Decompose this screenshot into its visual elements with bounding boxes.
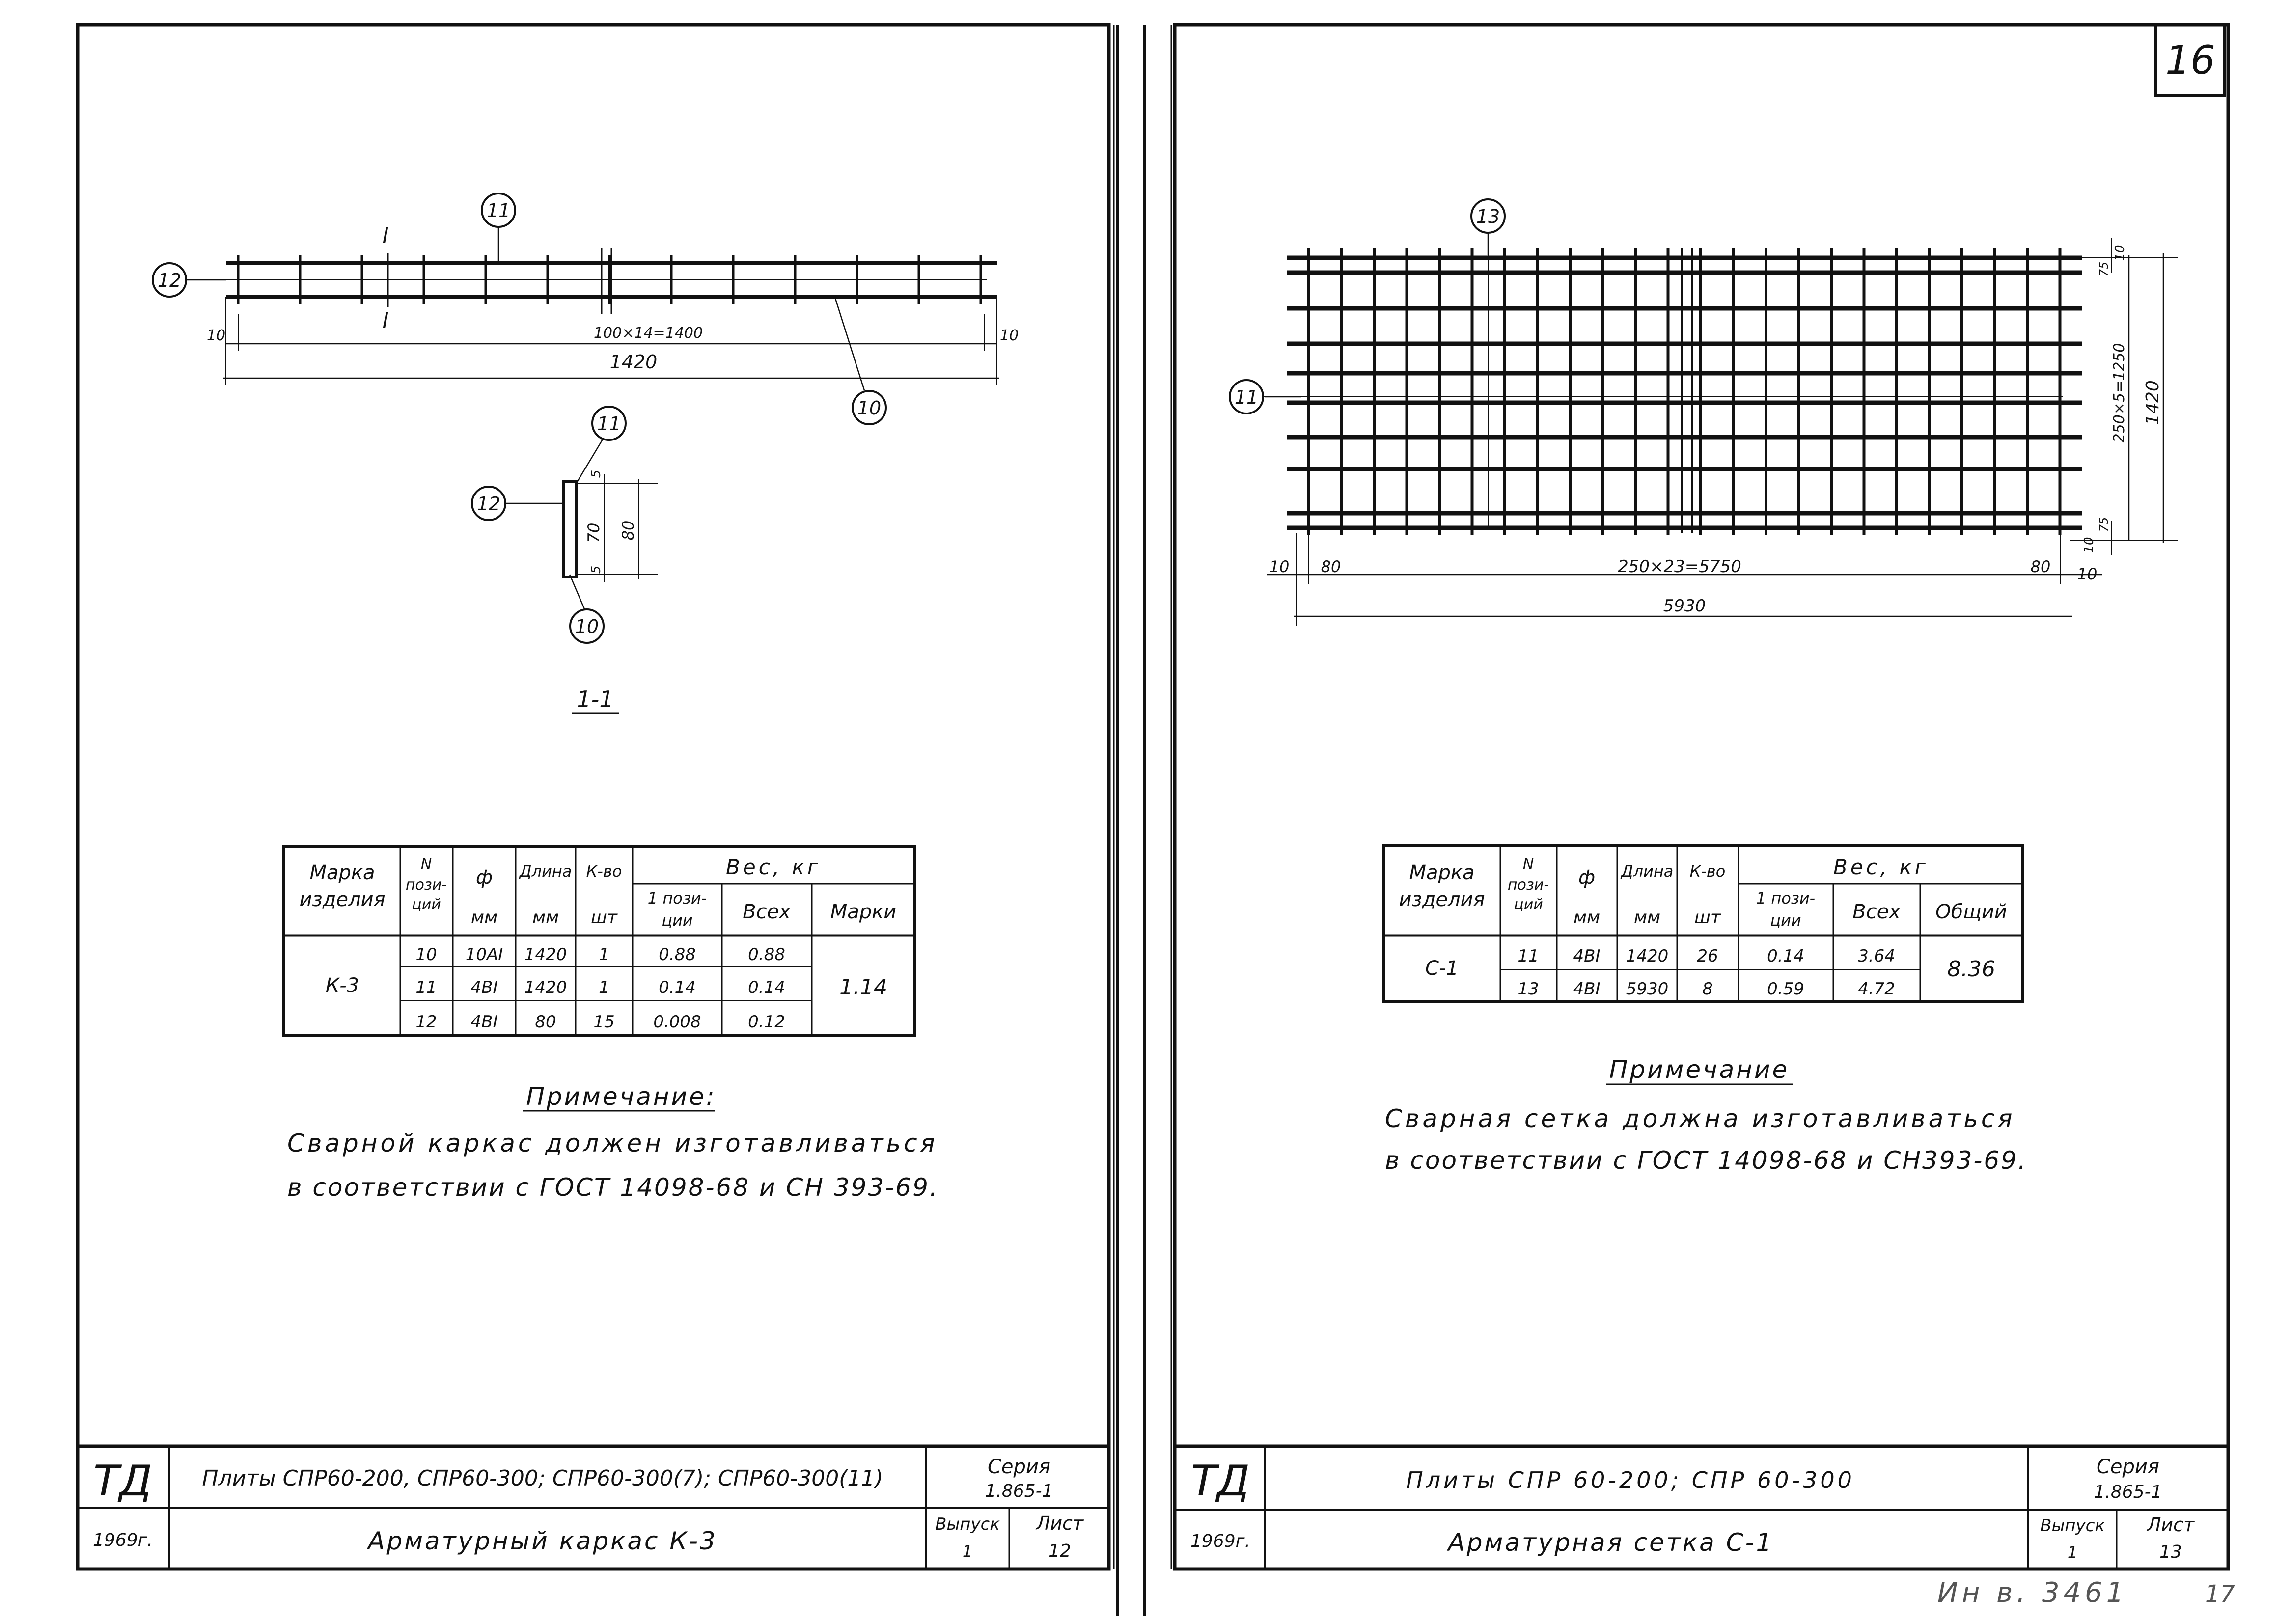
section-mark-top: I — [382, 223, 389, 248]
th-w-all: Всех — [743, 901, 791, 923]
mesh-dim-overhang-left: 80 — [1321, 557, 1341, 576]
sheet-label: Лист — [1036, 1513, 1084, 1534]
th-weight: Вес, кг — [726, 855, 821, 879]
note-line-1: Сварной каркас должен изготавливаться — [287, 1129, 938, 1157]
th-w1-2: ции — [1770, 911, 1801, 930]
mesh-dim-vert-total: 1420 — [2143, 380, 2163, 425]
sheet-label: Лист — [2147, 1514, 2195, 1536]
titleblock-logo: ТД — [93, 1457, 152, 1506]
left-frame-callouts — [153, 193, 1019, 713]
cell-total: 1.14 — [839, 975, 887, 1000]
dim-inner: 100×14=1400 — [593, 325, 703, 342]
table-cell-qty: 15 — [593, 1012, 615, 1032]
section-dim-total: 80 — [619, 520, 637, 541]
th-mark-1: Марка — [1409, 861, 1475, 884]
series-value: 1.865-1 — [2094, 1482, 2162, 1502]
dim-edge-left: 10 — [206, 327, 226, 344]
right-note — [1385, 1055, 2027, 1175]
th-dia-2: мм — [1573, 908, 1601, 928]
table-cell-dia: 4ВI — [1573, 979, 1601, 999]
section-callout-11: 11 — [597, 413, 621, 435]
mesh-dim-overhang-right: 80 — [2030, 557, 2051, 576]
series-label: Серия — [2097, 1456, 2159, 1478]
series-value: 1.865-1 — [985, 1481, 1053, 1501]
table-cell-qty: 1 — [599, 978, 609, 997]
table-cell-wall: 0.88 — [748, 945, 785, 964]
th-dia-1: ф — [475, 866, 493, 889]
table-cell-length: 1420 — [524, 978, 567, 997]
cell-mark: С-1 — [1425, 957, 1459, 980]
table-cell-pos: 11 — [415, 978, 437, 997]
th-mark-2: изделия — [1399, 888, 1485, 911]
th-w-all: Всех — [1852, 901, 1901, 923]
table-cell-w1: 0.14 — [659, 978, 696, 997]
table-cell-pos: 11 — [1518, 946, 1539, 966]
issue-label: Выпуск — [935, 1514, 1000, 1534]
left-spec-table — [284, 846, 915, 1035]
th-qty-1: К-во — [586, 862, 622, 881]
table-cell-pos: 10 — [415, 945, 437, 964]
table-cell-qty: 8 — [1702, 979, 1713, 999]
note-title: Примечание: — [526, 1082, 717, 1111]
titleblock-subtitle: Арматурная сетка С-1 — [1448, 1528, 1774, 1557]
table-cell-pos: 12 — [415, 1012, 437, 1032]
table-cell-w1: 0.008 — [653, 1012, 701, 1032]
mesh-dim-vert-edge-top: 10 — [2113, 245, 2127, 261]
mesh-dim-inner: 250×23=5750 — [1618, 557, 1741, 577]
left-note — [287, 1082, 939, 1202]
sheet-number: 16 — [2165, 37, 2215, 83]
titleblock-subtitle: Арматурный каркас К-3 — [368, 1527, 718, 1555]
section-callout-10: 10 — [575, 616, 599, 637]
callout-11: 11 — [486, 200, 511, 221]
th-pos-3: ций — [1514, 896, 1543, 913]
titleblock-logo: ТД — [1191, 1457, 1250, 1506]
th-length-1: Длина — [519, 862, 572, 881]
th-w1-1: 1 пози- — [1756, 889, 1816, 908]
sheet-value: 12 — [1049, 1541, 1071, 1561]
table-cell-dia: 4ВI — [1573, 946, 1601, 966]
titleblock-title: Плиты СПР60-200, СПР60-300; СПР60-300(7); СПР60-300(11) — [202, 1466, 883, 1491]
right-mesh-callouts — [1230, 199, 2163, 616]
section-dim-inner: 70 — [584, 523, 603, 543]
dim-edge-right: 10 — [999, 327, 1019, 344]
inventory-number: Ин в. 3461 — [1937, 1577, 2128, 1609]
right-spec-table — [1384, 846, 2022, 1002]
cell-mark: К-3 — [325, 974, 359, 997]
table-cell-dia: 4ВI — [470, 1012, 498, 1032]
callout-10: 10 — [857, 397, 882, 419]
section-title: 1-1 — [577, 686, 614, 713]
sheet-value: 13 — [2159, 1542, 2182, 1562]
th-w-mark: Марки — [830, 901, 897, 923]
th-qty-1: К-во — [1689, 862, 1726, 881]
th-mark-2: изделия — [299, 888, 386, 911]
table-cell-length: 80 — [535, 1012, 556, 1032]
table-cell-wall: 0.12 — [748, 1012, 785, 1032]
issue-label: Выпуск — [2040, 1516, 2105, 1536]
table-cell-w1: 0.88 — [659, 945, 696, 964]
inventory-stamp — [1937, 1577, 2236, 1609]
table-cell-qty: 26 — [1697, 946, 1718, 966]
th-w-total: Общий — [1935, 901, 2007, 923]
th-pos-1: N — [1522, 856, 1534, 873]
table-cell-wall: 0.14 — [748, 978, 785, 997]
note-line-2: в соответствии с ГОСТ 14098-68 и СН 393-69. — [287, 1173, 939, 1202]
table-cell-length: 1420 — [524, 945, 567, 964]
table-cell-w1: 0.59 — [1767, 979, 1804, 999]
inventory-extra: 17 — [2205, 1580, 2236, 1608]
issue-value: 1 — [2067, 1543, 2078, 1562]
series-label: Серия — [988, 1456, 1050, 1478]
callout-12: 12 — [157, 270, 182, 291]
table-cell-wall: 4.72 — [1858, 979, 1895, 999]
th-pos-3: ций — [412, 896, 441, 913]
note-line-2: в соответствии с ГОСТ 14098-68 и СН393-69. — [1385, 1146, 2027, 1175]
th-pos-1: N — [420, 856, 432, 873]
th-mark-1: Марка — [309, 861, 375, 884]
callout-13: 13 — [1476, 206, 1500, 227]
th-pos-2: пози- — [405, 877, 447, 894]
table-cell-qty: 1 — [599, 945, 609, 964]
titleblock-year: 1969г. — [93, 1530, 153, 1550]
callout-11: 11 — [1234, 386, 1259, 408]
titleblock-year: 1969г. — [1190, 1531, 1250, 1551]
note-title: Примечание — [1609, 1055, 1790, 1084]
th-dia-2: мм — [470, 908, 498, 928]
mesh-dim-vert-edge-bottom: 10 — [2082, 537, 2097, 553]
section-mark-bottom: I — [382, 308, 389, 333]
th-qty-2: шт — [1694, 908, 1721, 928]
titleblock-title: Плиты СПР 60-200; СПР 60-300 — [1406, 1467, 1855, 1493]
th-dia-1: ф — [1578, 866, 1596, 889]
section-dim-cover-top: 5 — [589, 469, 604, 478]
mesh-dim-total: 5930 — [1663, 596, 1706, 616]
th-weight: Вес, кг — [1833, 855, 1929, 879]
table-cell-dia: 4ВI — [470, 978, 498, 997]
th-w1-2: ции — [662, 911, 693, 930]
dim-total: 1420 — [609, 351, 658, 373]
table-cell-wall: 3.64 — [1858, 946, 1895, 966]
th-qty-2: шт — [591, 908, 617, 928]
th-length-2: мм — [532, 908, 559, 928]
table-cell-dia: 10АI — [465, 945, 503, 964]
table-cell-length: 1420 — [1626, 946, 1669, 966]
th-length-1: Длина — [1621, 862, 1674, 881]
cell-total: 8.36 — [1947, 957, 1995, 982]
table-cell-pos: 13 — [1518, 979, 1539, 999]
table-cell-w1: 0.14 — [1767, 946, 1804, 966]
note-line-1: Сварная сетка должна изготавливаться — [1385, 1104, 2015, 1133]
section-dim-cover-bottom: 5 — [589, 565, 604, 574]
left-titleblock — [78, 1446, 1109, 1569]
issue-value: 1 — [962, 1542, 973, 1561]
mesh-dim-edge-right: 10 — [2077, 565, 2098, 583]
mesh-dim-vert-inner: 250×5=1250 — [2111, 343, 2128, 443]
mesh-dim-edge-left: 10 — [1269, 557, 1290, 576]
th-w1-1: 1 пози- — [647, 889, 707, 908]
mesh-dim-vert-small-top: 75 — [2097, 261, 2111, 277]
section-callout-12: 12 — [476, 493, 501, 515]
sheet-number-box — [2156, 25, 2225, 96]
right-titleblock — [1175, 1446, 2228, 1569]
table-cell-length: 5930 — [1626, 979, 1669, 999]
th-length-2: мм — [1633, 908, 1661, 928]
mesh-dim-vert-small-bottom: 75 — [2097, 517, 2111, 532]
th-pos-2: пози- — [1507, 877, 1549, 894]
